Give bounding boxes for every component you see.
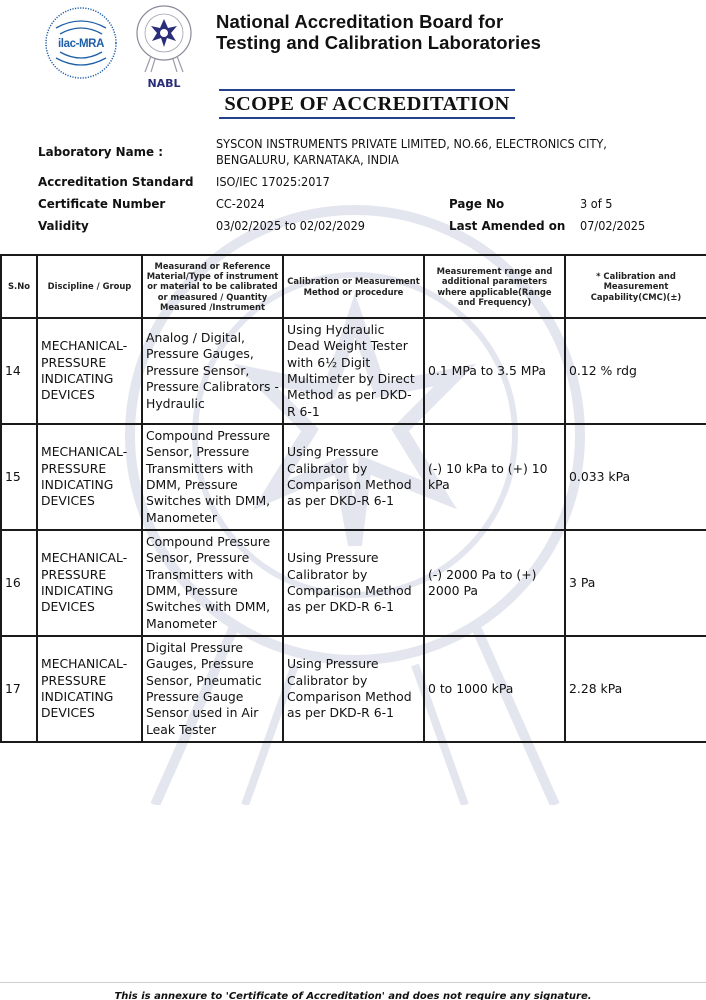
standard-row [38, 174, 202, 189]
organization-title-line1: National Accreditation Board for [216, 11, 504, 32]
amended-label-wrap [449, 218, 571, 233]
certificate-row [38, 196, 172, 211]
table-row [1, 318, 706, 424]
cell-discipline: MECHANICAL-PRESSURE INDICATING DEVICES [37, 530, 142, 636]
cell-discipline: MECHANICAL-PRESSURE INDICATING DEVICES [37, 318, 142, 424]
header-method: Calibration or Measurement Method or procedure [283, 255, 424, 318]
cell-measurand: Compound Pressure Sensor, Pressure Transmitters with DMM, Pressure Switches with DMM, Manometer [142, 424, 283, 530]
cell-sno: 16 [1, 530, 37, 636]
lab-name-line1: SYSCON INSTRUMENTS PRIVATE LIMITED, NO.66, ELECTRONICS CITY, [216, 137, 607, 151]
cell-cmc: 0.033 kPa [565, 424, 706, 530]
scope-title: SCOPE OF ACCREDITATION [224, 93, 510, 115]
scope-title-box [219, 89, 515, 119]
footer-divider [0, 982, 706, 983]
cell-measurand: Analog / Digital, Pressure Gauges, Pressure Sensor, Pressure Calibrators - Hydraulic [142, 318, 283, 424]
lab-name-label-wrap [38, 144, 170, 159]
table-row [1, 636, 706, 742]
cell-range: (-) 2000 Pa to (+) 2000 Pa [424, 530, 565, 636]
header-sno: S.No [1, 255, 37, 318]
lab-name-value [216, 136, 641, 168]
page-value: 3 of 5 [580, 197, 613, 211]
certificate-value: CC-2024 [216, 197, 265, 211]
cell-sno: 14 [1, 318, 37, 424]
table-row [1, 530, 706, 636]
cell-method: Using Hydraulic Dead Weight Tester with 6½ Digit Multimeter by Direct Method as per DKD-R 6-1 [283, 318, 424, 424]
cell-range: (-) 10 kPa to (+) 10 kPa [424, 424, 565, 530]
validity-row [38, 218, 91, 233]
amended-value-wrap [580, 218, 651, 233]
certificate-label: Certificate Number [38, 196, 166, 211]
nabl-logo-icon [133, 4, 195, 90]
amended-label: Last Amended on [449, 218, 566, 233]
validity-label: Validity [38, 218, 89, 233]
cell-sno: 15 [1, 424, 37, 530]
organization-title-line2: Testing and Calibration Laboratories [216, 32, 541, 53]
page-label-wrap [449, 196, 507, 211]
validity-value-wrap [216, 218, 378, 233]
header-cmc: * Calibration and Measurement Capability(CMC)(±) [565, 255, 706, 318]
cell-method: Using Pressure Calibrator by Comparison Method as per DKD-R 6-1 [283, 636, 424, 742]
table-row [1, 424, 706, 530]
svg-text:NABL: NABL [147, 77, 181, 90]
ilac-mra-logo-icon [44, 6, 118, 80]
footer-note: This is annexure to 'Certificate of Accreditation' and does not require any signature. [114, 991, 592, 1000]
organization-title [216, 11, 541, 53]
validity-value: 03/02/2025 to 02/02/2029 [216, 219, 365, 233]
cell-cmc: 2.28 kPa [565, 636, 706, 742]
header-range: Measurement range and additional parameters where applicable(Range and Frequency) [424, 255, 565, 318]
cell-cmc: 3 Pa [565, 530, 706, 636]
cell-measurand: Digital Pressure Gauges, Pressure Sensor, Pneumatic Pressure Gauge Sensor used in Air Leak Tester [142, 636, 283, 742]
cell-sno: 17 [1, 636, 37, 742]
header-measurand: Measurand or Reference Material/Type of instrument or material to be calibrated or measured / Quantity Measured /Instrument [142, 255, 283, 318]
amended-value: 07/02/2025 [580, 219, 646, 233]
header-discipline: Discipline / Group [37, 255, 142, 318]
cell-range: 0.1 MPa to 3.5 MPa [424, 318, 565, 424]
certificate-value-wrap [216, 196, 269, 211]
cell-method: Using Pressure Calibrator by Comparison Method as per DKD-R 6-1 [283, 424, 424, 530]
page-label: Page No [449, 196, 505, 211]
standard-label: Accreditation Standard [38, 174, 194, 189]
cell-measurand: Compound Pressure Sensor, Pressure Transmitters with DMM, Pressure Switches with DMM, Manometer [142, 530, 283, 636]
table-header-row [1, 255, 706, 318]
scope-table [0, 254, 706, 743]
standard-value-wrap [216, 174, 340, 189]
lab-name-line2: BENGALURU, KARNATAKA, INDIA [216, 153, 399, 167]
lab-name-label: Laboratory Name : [38, 144, 163, 159]
page-value-wrap [580, 196, 615, 211]
cell-cmc: 0.12 % rdg [565, 318, 706, 424]
cell-discipline: MECHANICAL-PRESSURE INDICATING DEVICES [37, 636, 142, 742]
standard-value: ISO/IEC 17025:2017 [216, 175, 330, 189]
cell-discipline: MECHANICAL-PRESSURE INDICATING DEVICES [37, 424, 142, 530]
cell-range: 0 to 1000 kPa [424, 636, 565, 742]
cell-method: Using Pressure Calibrator by Comparison Method as per DKD-R 6-1 [283, 530, 424, 636]
svg-text:ilac-MRA: ilac-MRA [57, 38, 105, 50]
